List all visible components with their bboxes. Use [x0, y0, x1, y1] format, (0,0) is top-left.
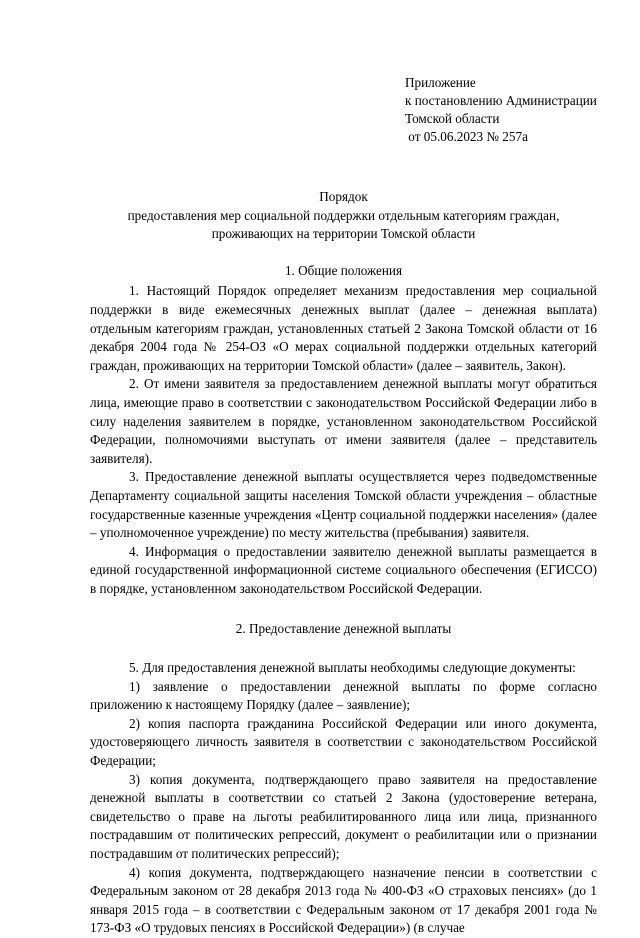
paragraph: 4) копия документа, подтверждающего назначение пенсии в соответствии с Федеральным законом от 28 декабря 2013 года № 400-ФЗ «О страховых пенсиях» (до 1 января 2015 года – в соответствии с Федеральным законом от 17 декабря 2001 года № 173-ФЗ «О трудовых пенсиях в Российской Федерации») (в случае [90, 864, 597, 936]
paragraph: 1. Настоящий Порядок определяет механизм предоставления мер социальной поддержки в виде ежемесячных денежных выплат (далее – денежная выплата) отдельным категориям граждан, установленных статьей 2 Закона Томской области от 16 декабря 2004 года № 254-ОЗ «О мерах социальной поддержки отдельных категорий граждан, проживающих на территории Томской области» (далее – заявитель, Закон). [90, 283, 597, 373]
paragraph: 5. Для предоставления денежной выплаты необходимы следующие документы: [129, 660, 576, 676]
title-line: предоставления мер социальной поддержки отдельным категориям граждан, [127, 207, 560, 223]
appendix-line: к постановлению Администрации [405, 93, 597, 108]
paragraph: 4. Информация о предоставлении заявителю денежной выплаты размещается в единой государственной информационной системе социального обеспечения (ЕГИССО) в порядке, установленном законодательством Российской Федерации. [90, 543, 597, 596]
appendix-line: от 05.06.2023 № 257а [405, 129, 528, 144]
paragraph: 3. Предоставление денежной выплаты осуществляется через подведомственные Департаменту социальной защиты населения Томской области учреждения – областные государственные казенные учреждения «Центр социальной поддержки населения» (далее – уполномоченное учреждение) по месту жительства (пребывания) заявителя. [90, 469, 597, 541]
paragraph: 2) копия паспорта гражданина Российской Федерации или иного документа, удостоверяющего личность заявителя в соответствии с законодательством Российской Федерации; [90, 715, 597, 769]
appendix-line: Приложение [405, 75, 476, 90]
appendix-line: Томской области [405, 111, 500, 126]
title-line: Порядок [319, 189, 368, 204]
document-title [90, 188, 597, 244]
appendix-block [405, 74, 597, 146]
document-page [90, 74, 597, 938]
title-line: проживающих на территории Томской области [211, 226, 476, 242]
paragraph: 3) копия документа, подтверждающего право заявителя на предоставление денежной выплаты в соответствии со статьей 2 Закона (удостоверение ветерана, свидетельство о праве на льготы реабилитированного лица или лица, признанного пострадавшим от политических репрессий, документ о реабилитации или о признании пострадавшим от политических репрессий); [90, 771, 597, 861]
paragraph: 1) заявление о предоставлении денежной выплаты по форме согласно приложению к настоящему Порядку (далее – заявление); [90, 678, 597, 713]
section-heading: 1. Общие положения [284, 262, 403, 278]
paragraph: 2. От имени заявителя за предоставлением денежной выплаты могут обратиться лица, имеющие право в соответствии с законодательством Российской Федерации либо в силу наделения заявителем в порядке, установленном законодательством Российской Федерации, полномочиями выступать от имени заявителя (далее – представитель заявителя). [90, 376, 597, 466]
section-heading: 2. Предоставление денежной выплаты [235, 621, 452, 637]
